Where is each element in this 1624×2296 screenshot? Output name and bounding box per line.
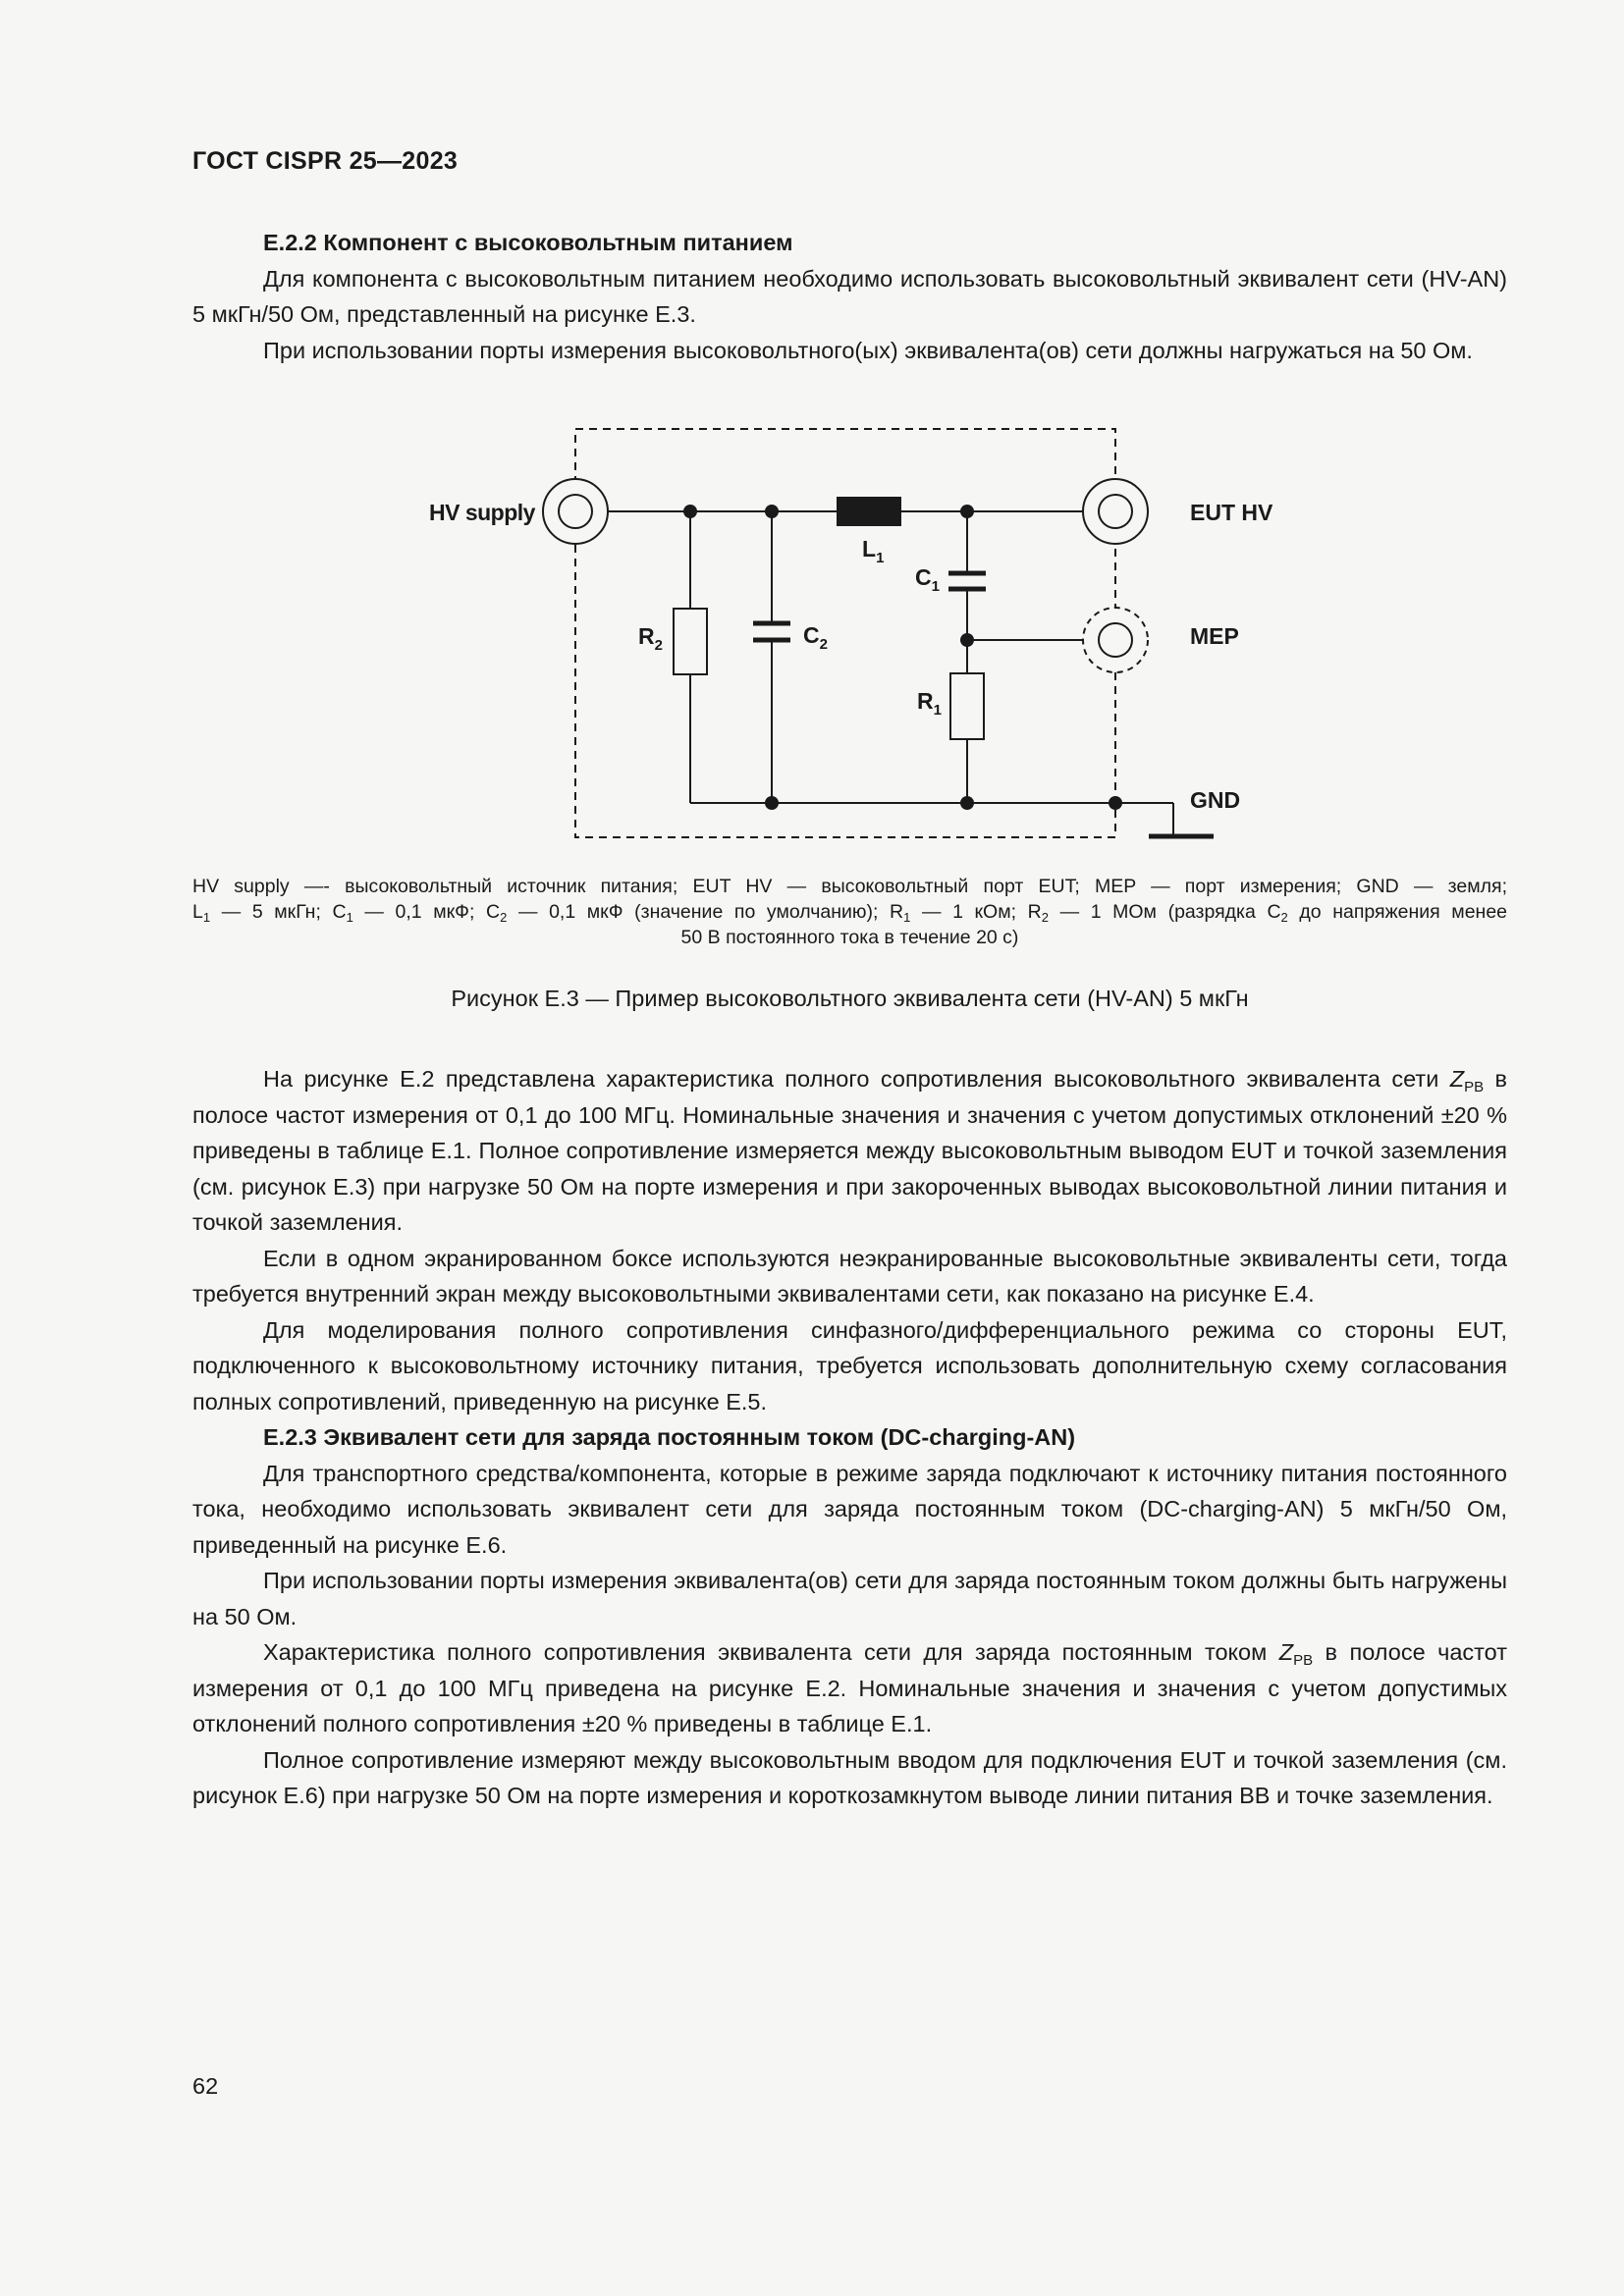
junction-dot: [960, 796, 974, 810]
paragraph: Для моделирования полного сопротивления синфазного/дифференциального режима со стороны EUT, подключенного к высоковольтному источнику питания, требуется использовать дополнительную схему согласования полных сопротивлений, приведенную на рисунке Е.5.: [192, 1316, 1507, 1415]
junction-dot: [765, 796, 779, 810]
paragraph: Если в одном экранированном боксе используются неэкранированные высоковольтные эквиваленты сети, тогда требуется внутренний экран между высоковольтными эквивалентами сети, как показано на рисунке Е.4.: [192, 1245, 1507, 1307]
junction-dot: [683, 505, 697, 518]
paragraph: Характеристика полного сопротивления эквивалента сети для заряда постоянным током $Z_{PB}$ в полосе частот измерения от 0,1 до 100 МГц приведена на рисунке Е.2. Номинальные значения и значения с учетом допустимых отклонений полного сопротивления ±20 % приведены в таблице Е.1.: [192, 1639, 1507, 1736]
junction-dot: [960, 505, 974, 518]
mep-connector: [1083, 608, 1148, 672]
label-c2: $C_2$: [803, 622, 828, 653]
junction-dot: [765, 505, 779, 518]
label-mep: MEP: [1190, 623, 1239, 649]
section-heading-e23: Е.2.3 Эквивалент сети для заряда постоянным током (DC-charging-AN): [263, 1424, 1076, 1450]
circuit-diagram: [0, 0, 1624, 883]
section-heading-e22: Е.2.2 Компонент с высоковольтным питанием: [263, 230, 793, 255]
body-text: [192, 1061, 1507, 1814]
figure-key-line: 50 В постоянного тока в течение 20 с): [680, 927, 1019, 948]
label-hv-supply: HV supply: [429, 500, 535, 525]
r1-resistor: [950, 673, 984, 739]
paragraph: На рисунке Е.2 представлена характеристика полного сопротивления высоковольтного эквивалента сети $Z_{PB}$ в полосе частот измерения от 0,1 до 100 МГц. Номинальные значения и значения с учетом допустимых отклонений ±20 % приведены в таблице Е.1. Полное сопротивление измеряется между высоковольтным выводом EUT и точкой заземления (см. рисунок Е.3) при нагрузке 50 Ом на порте измерения и при закороченных выводах высоковольтной линии питания и точкой заземления.: [192, 1066, 1508, 1235]
label-r1: $R_1$: [917, 688, 942, 719]
document-header: ГОСТ CISPR 25—2023: [192, 147, 459, 175]
figure-key-line: HV supply —- высоковольтный источник питания; EUT HV — высоковольтный порт EUT; MEP — порт измерения; GND — земля;: [192, 876, 1507, 897]
paragraph: При использовании порты измерения эквивалента(ов) сети для заряда постоянным током должны быть нагружены на 50 Ом.: [192, 1568, 1507, 1629]
hv-supply-connector: [543, 479, 608, 544]
paragraph: Для транспортного средства/компонента, которые в режиме заряда подключают к источнику питания постоянного тока, необходимо использовать эквивалент сети для заряда постоянным током (DC-charging-AN) 5 мкГн/50 Ом, приведенный на рисунке Е.6.: [192, 1460, 1507, 1558]
figure-caption: Рисунок Е.3 — Пример высоковольтного эквивалента сети (HV-AN) 5 мкГн: [451, 986, 1249, 1011]
junction-dot: [960, 633, 974, 647]
figure-key-line: $L_1$ — 5 мкГн; $C_1$ — 0,1 мкФ; $C_2$ — 0,1 мкФ (значение по умолчанию); $R_1$ — 1 кОм; $R_2$ — 1 МОм (разрядка $C_2$ до напряжения менее: [192, 901, 1508, 925]
page-number: 62: [192, 2073, 219, 2099]
r2-resistor: [674, 609, 707, 674]
label-gnd: GND: [1190, 787, 1241, 813]
label-r2: $R_2$: [638, 623, 663, 654]
enclosure-outline: [575, 429, 1115, 837]
label-c1: $C_1$: [915, 564, 940, 595]
eut-hv-connector: [1083, 479, 1148, 544]
l1-inductor: [837, 497, 901, 526]
figure-key: [192, 874, 1507, 950]
label-eut-hv: EUT HV: [1190, 500, 1273, 525]
paragraph: Полное сопротивление измеряют между высоковольтным вводом для подключения EUT и точкой заземления (см. рисунок Е.6) при нагрузке 50 Ом на порте измерения и короткозамкнутом выводе линии питания ВВ и точке заземления.: [192, 1746, 1507, 1808]
label-l1: $L_1$: [862, 536, 885, 566]
paragraph: Для компонента с высоковольтным питанием необходимо использовать высоковольтный эквивалент сети (HV-AN) 5 мкГн/50 Ом, представленный на рисунке Е.3.: [192, 265, 1507, 327]
paragraph: При использовании порты измерения высоковольтного(ых) эквивалента(ов) сети должны нагружаться на 50 Ом.: [263, 337, 1473, 363]
junction-dot: [1109, 796, 1122, 810]
